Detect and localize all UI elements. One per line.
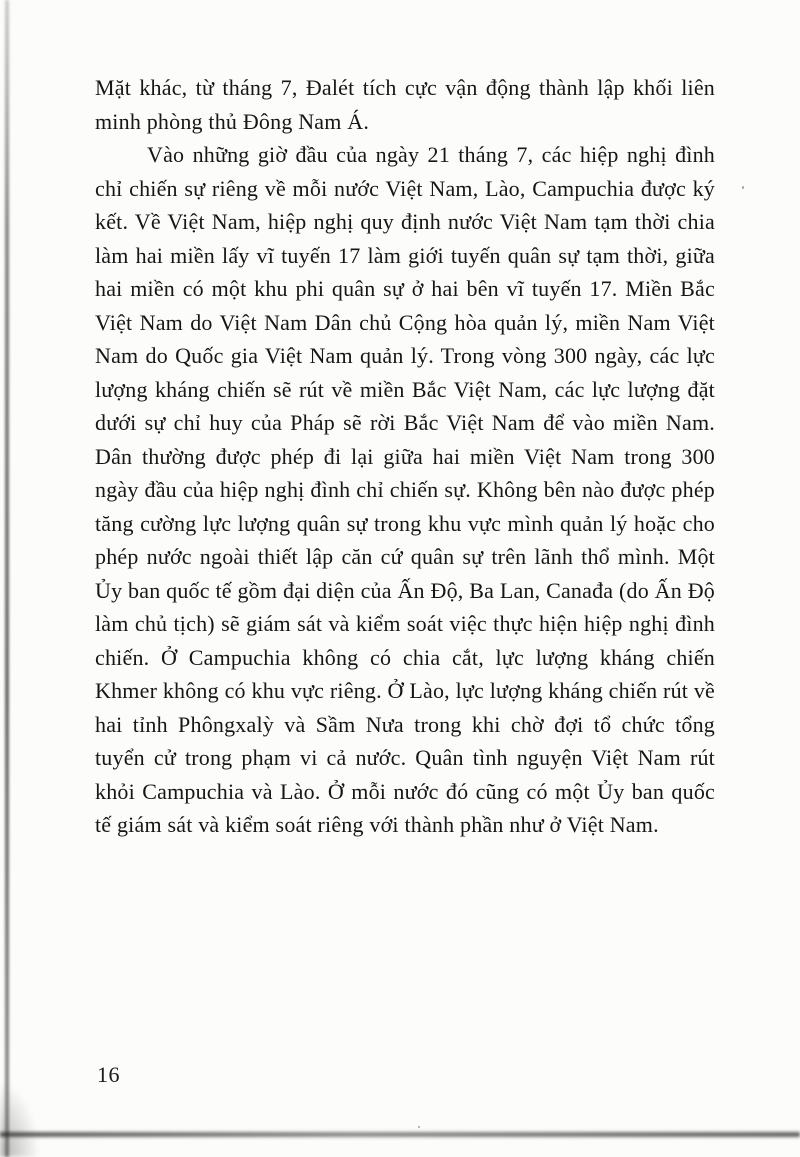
scan-edge-bottom xyxy=(0,1132,800,1137)
page-number: 16 xyxy=(97,1062,120,1087)
paragraph: Vào những giờ đầu của ngày 21 tháng 7, các hiệp nghị đình chỉ chiến sự riêng về mỗi nước Việt Nam, Lào, Campuchia được ký kết. Về Việt Nam, hiệp nghị quy định nước Việt Nam tạm thời chia làm hai miền lấy vĩ tuyến 17 làm giới tuyến quân sự tạm thời, giữa hai miền có một khu phi quân sự ở hai bên vĩ tuyến 17. Miền Bắc Việt Nam do Việt Nam Dân chủ Cộng hòa quản lý, miền Nam Việt Nam do Quốc gia Việt Nam quản lý. Trong vòng 300 ngày, các lực lượng kháng chiến sẽ rút về miền Bắc Việt Nam, các lực lượng đặt dưới sự chỉ huy của Pháp sẽ rời Bắc Việt Nam để vào miền Nam. Dân thường được phép đi lại giữa hai miền Việt Nam trong 300 ngày đầu của hiệp nghị đình chỉ chiến sự. Không bên nào được phép tăng cường lực lượng quân sự trong khu vực mình quản lý hoặc cho phép nước ngoài thiết lập căn cứ quân sự trên lãnh thổ mình. Một Ủy ban quốc tế gồm đại diện của Ấn Độ, Ba Lan, Canađa (do Ấn Độ làm chủ tịch) sẽ giám sát và kiểm soát việc thực hiện hiệp nghị đình chiến. Ở Campuchia không có chia cắt, lực lượng kháng chiến Khmer không có khu vực riêng. Ở Lào, lực lượng kháng chiến rút về hai tỉnh Phôngxalỳ và Sầm Nưa trong khi chờ đợi tổ chức tổng tuyển cử trong phạm vi cả nước. Quân tình nguyện Việt Nam rút khỏi Campuchia và Lào. Ở mỗi nước đó cũng có một Ủy ban quốc tế giám sát và kiểm soát riêng với thành phần như ở Việt Nam. xyxy=(95,142,715,837)
scan-speck xyxy=(742,186,744,189)
scan-edge-left xyxy=(5,0,9,1157)
scan-corner-shadow xyxy=(0,1080,40,1157)
scan-speck xyxy=(418,1126,420,1128)
body-text xyxy=(95,71,715,842)
paragraph: Mặt khác, từ tháng 7, Đalét tích cực vận động thành lập khối liên minh phòng thủ Đông Nam Á. xyxy=(95,75,715,134)
